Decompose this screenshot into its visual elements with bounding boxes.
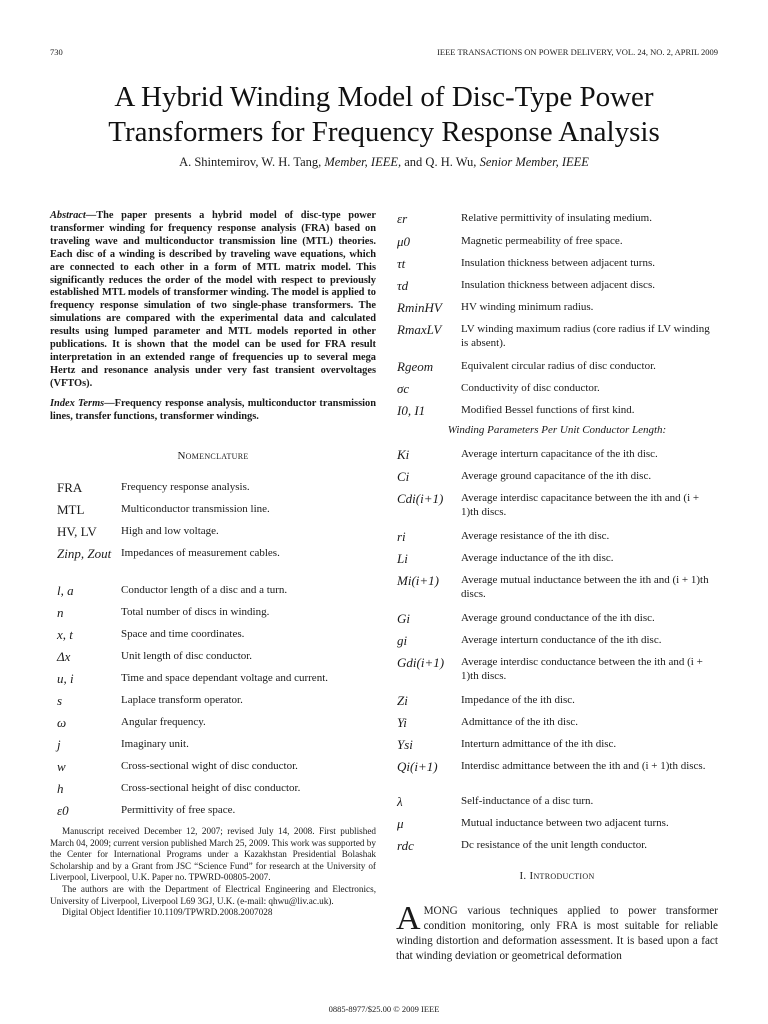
nomenclature-symbol: Cdi(i+1) bbox=[397, 491, 444, 506]
index-terms-text: —Frequency response analysis, multiconductor transmission lines, transfer functions, transformer windings. bbox=[50, 398, 376, 422]
nomenclature-symbol: τd bbox=[397, 278, 409, 293]
nomenclature-symbol: Zinp, Zout bbox=[57, 546, 112, 561]
nomenclature-definition: LV winding maximum radius (core radius if LV winding is absent). bbox=[461, 323, 710, 349]
nomenclature-symbol: Ysi bbox=[397, 737, 413, 752]
nomenclature-definition: Frequency response analysis. bbox=[121, 481, 250, 493]
nomenclature-definition: Average inductance of the ith disc. bbox=[461, 552, 614, 564]
nomenclature-definition: Magnetic permeability of free space. bbox=[461, 235, 623, 247]
title-line-2: Transformers for Frequency Response Analysis bbox=[108, 116, 660, 148]
nomenclature-definition: Impedance of the ith disc. bbox=[461, 694, 575, 706]
nomenclature-symbol: Rgeom bbox=[397, 359, 434, 374]
nomenclature-definition: Unit length of disc conductor. bbox=[121, 650, 253, 662]
nomenclature-symbol: εr bbox=[397, 211, 408, 226]
nomenclature-symbol: Li bbox=[397, 551, 408, 566]
nomenclature-symbol: x, t bbox=[57, 627, 73, 642]
nomenclature-definition: Laplace transform operator. bbox=[121, 694, 243, 706]
nomenclature-definition: Multiconductor transmission line. bbox=[121, 503, 270, 515]
footnote-manuscript: Manuscript received December 12, 2007; revised July 14, 2008. First published March 04, 2009; current version published March 25, 2009. This work was supported by the Center for International Programs under a Kazakhstan Presidential Bolashak Scholarship and by a Grant from JSC “Science Fund” for research at the University of Liverpool, Liverpool, U.K. Paper no. TPWRD-00805-2007. bbox=[50, 826, 376, 883]
nomenclature-symbol: s bbox=[57, 693, 63, 708]
paper-title bbox=[0, 80, 768, 150]
nomenclature-definition: Average mutual inductance between the ith and (i + 1)th discs. bbox=[461, 574, 709, 600]
nomenclature-definition: Conductivity of disc conductor. bbox=[461, 382, 600, 394]
nomenclature-symbol: l, a bbox=[57, 583, 74, 598]
nomenclature-definition: Interdisc admittance between the ith and (i + 1)th discs. bbox=[461, 760, 706, 772]
nomenclature-symbol: Yi bbox=[397, 715, 407, 730]
title-line-1: A Hybrid Winding Model of Disc-Type Power bbox=[114, 81, 654, 113]
nomenclature-definition: Relative permittivity of insulating medium. bbox=[461, 212, 652, 224]
nomenclature-symbol: HV, LV bbox=[57, 524, 97, 539]
nomenclature-symbol: μ bbox=[397, 816, 404, 831]
nomenclature-definition: Imaginary unit. bbox=[121, 738, 189, 750]
nomenclature-definition: Average resistance of the ith disc. bbox=[461, 530, 610, 542]
nomenclature-symbol: ω bbox=[57, 715, 67, 730]
abstract-text: —The paper presents a hybrid model of disc-type power transformer winding for frequency response analysis (FRA) based on traveling wave and multiconductor transmission line (MTL) theories. Each disc of a winding is described by traveling wave equations, which are connected to each other in a form of MTL matrix model. This significantly reduces the order of the model with respect to previously established MTL models of transformer winding. The model is applied to frequency response simulation of two single-phase transformers. The simulations are compared with the experimental data and calculated results using lumped parameter and MTL models reported in other publications. It is shown that the model can be used for FRA result interpretation in an extended range of frequencies up to several mega Hertz and resonance analysis under very fast transient overvoltages (VFTOs). bbox=[50, 210, 376, 389]
nomenclature-heading: Nomenclature bbox=[177, 450, 249, 462]
nomenclature-symbol: Zi bbox=[397, 693, 408, 708]
nomenclature-symbol: RmaxLV bbox=[397, 322, 442, 337]
nomenclature-symbol: τt bbox=[397, 256, 406, 271]
page-number: 730 bbox=[50, 47, 63, 57]
nomenclature-symbol: w bbox=[57, 759, 66, 774]
nomenclature-definition: Interturn admittance of the ith disc. bbox=[461, 738, 617, 750]
nomenclature-definition: Self-inductance of a disc turn. bbox=[461, 795, 594, 807]
footnote bbox=[50, 826, 376, 919]
introduction-body: MONG various techniques applied to power transformer condition monitoring, only FRA is most suitable for reliable winding distortion and deformation assessment. It is based upon a fact that winding deviation or geometrical deformation bbox=[396, 905, 718, 962]
nomenclature-definition: Average interturn capacitance of the ith disc. bbox=[461, 448, 658, 460]
introduction-text bbox=[396, 900, 718, 964]
nomenclature-symbol: RminHV bbox=[397, 300, 442, 315]
author-2-role: Member, IEEE, bbox=[324, 155, 402, 169]
nomenclature-symbol: λ bbox=[397, 794, 403, 809]
nomenclature-definition: Average ground capacitance of the ith disc. bbox=[461, 470, 652, 482]
author-line bbox=[0, 155, 768, 170]
nomenclature-definition: High and low voltage. bbox=[121, 525, 219, 537]
journal-header: IEEE TRANSACTIONS ON POWER DELIVERY, VOL. 24, NO. 2, APRIL 2009 bbox=[437, 47, 718, 57]
nomenclature-definition: Modified Bessel functions of first kind. bbox=[461, 404, 635, 416]
nomenclature-symbol: Gdi(i+1) bbox=[397, 655, 445, 670]
nomenclature-symbol: h bbox=[57, 781, 64, 796]
nomenclature-definition: Mutual inductance between two adjacent turns. bbox=[461, 817, 669, 829]
nomenclature-symbol: ε0 bbox=[57, 803, 69, 818]
nomenclature-definition: Admittance of the ith disc. bbox=[461, 716, 578, 728]
issn-footer: 0885-8977/$25.00 © 2009 IEEE bbox=[328, 1004, 440, 1014]
author-1: A. Shintemirov, bbox=[179, 155, 259, 169]
nomenclature-definition: Insulation thickness between adjacent turns. bbox=[461, 257, 655, 269]
nomenclature-symbol: σc bbox=[397, 381, 410, 396]
nomenclature-symbol: ri bbox=[397, 529, 406, 544]
nomenclature-symbol: rdc bbox=[397, 838, 414, 853]
nomenclature-definition: Average interdisc conductance between the ith and (i + 1)th discs. bbox=[461, 656, 703, 682]
nomenclature-symbol: I0, I1 bbox=[397, 403, 426, 418]
drop-cap: A bbox=[396, 900, 421, 937]
nomenclature-definition: Total number of discs in winding. bbox=[121, 606, 270, 618]
nomenclature-definition: Dc resistance of the unit length conductor. bbox=[461, 839, 648, 851]
nomenclature-symbol: μ0 bbox=[397, 234, 411, 249]
nomenclature-definition: Conductor length of a disc and a turn. bbox=[121, 584, 288, 596]
nomenclature-definition: Equivalent circular radius of disc conductor. bbox=[461, 360, 656, 372]
nomenclature-definition: Time and space dependant voltage and current. bbox=[121, 672, 328, 684]
nomenclature-definition: Impedances of measurement cables. bbox=[121, 547, 280, 559]
abstract-label: Abstract bbox=[50, 210, 86, 221]
nomenclature-definition: HV winding minimum radius. bbox=[461, 301, 594, 313]
nomenclature-symbol: Mi(i+1) bbox=[397, 573, 439, 588]
nomenclature-symbol: j bbox=[57, 737, 61, 752]
author-and: and bbox=[404, 155, 423, 169]
nomenclature-symbol: n bbox=[57, 605, 64, 620]
nomenclature-definition: Space and time coordinates. bbox=[121, 628, 245, 640]
author-3-role: Senior Member, IEEE bbox=[479, 155, 589, 169]
nomenclature-symbol: Ki bbox=[397, 447, 410, 462]
nomenclature-symbol: FRA bbox=[57, 480, 83, 495]
nomenclature-definition: Average ground conductance of the ith disc. bbox=[461, 612, 655, 624]
nomenclature-definition: Angular frequency. bbox=[121, 716, 206, 728]
nomenclature-definition: Cross-sectional wight of disc conductor. bbox=[121, 760, 298, 772]
winding-parameters-heading: Winding Parameters Per Unit Conductor Length: bbox=[447, 424, 667, 436]
nomenclature-symbol: gi bbox=[397, 633, 408, 648]
nomenclature-definition: Insulation thickness between adjacent discs. bbox=[461, 279, 655, 291]
nomenclature-symbol: Ci bbox=[397, 469, 410, 484]
nomenclature-symbol: MTL bbox=[57, 502, 85, 517]
footnote-affiliation: The authors are with the Department of Electrical Engineering and Electronics, University of Liverpool, Liverpool L69 3GJ, U.K. (e-mail: qhwu@liv.ac.uk). bbox=[50, 883, 376, 906]
footnote-doi: Digital Object Identifier 10.1109/TPWRD.2008.2007028 bbox=[62, 907, 273, 918]
introduction-heading: I. Introduction bbox=[519, 870, 595, 882]
nomenclature-definition: Average interturn conductance of the ith disc. bbox=[461, 634, 662, 646]
nomenclature-definition: Average interdisc capacitance between the ith and (i + 1)th discs. bbox=[461, 492, 700, 518]
index-terms bbox=[50, 398, 376, 424]
author-2: W. H. Tang, bbox=[261, 155, 322, 169]
nomenclature-symbol: Δx bbox=[57, 649, 71, 664]
nomenclature-symbol: u, i bbox=[57, 671, 74, 686]
author-3: Q. H. Wu, bbox=[425, 155, 477, 169]
nomenclature-definition: Cross-sectional height of disc conductor. bbox=[121, 782, 301, 794]
nomenclature-symbol: Gi bbox=[397, 611, 410, 626]
nomenclature-symbol: Qi(i+1) bbox=[397, 759, 438, 774]
index-terms-label: Index Terms bbox=[50, 398, 105, 409]
abstract bbox=[50, 210, 376, 391]
nomenclature-definition: Permittivity of free space. bbox=[121, 804, 236, 816]
